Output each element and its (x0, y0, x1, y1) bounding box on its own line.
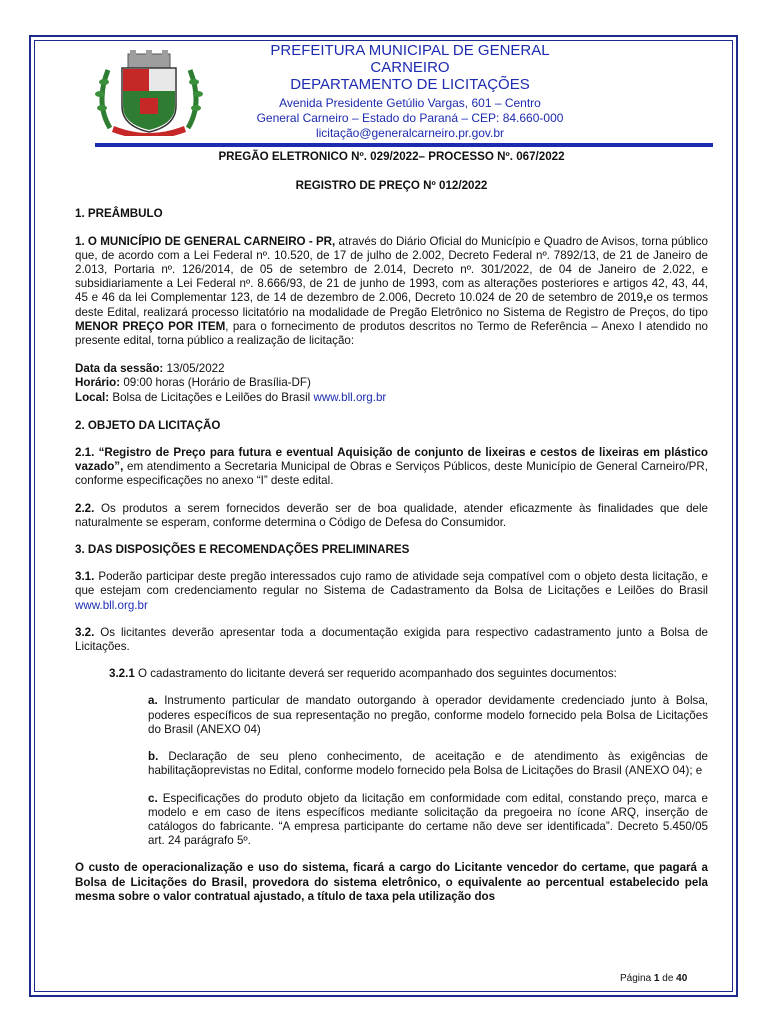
clause-2-2-bold: 2.2. (75, 501, 95, 515)
clause-3-2 (75, 626, 708, 654)
clause-3-2-1-text: O cadastramento do licitante deverá ser requerido acompanhado dos seguintes documentos: (134, 667, 617, 681)
session-location (75, 391, 708, 405)
clause-2-2-text: Os produtos a serem fornecidos deverão ser de boa qualidade, atender eficazmente às finalidades que dele naturalmente se esperam, conforme determina o Código de Defesa do Consumidor. (75, 501, 708, 529)
bll-link[interactable]: www.bll.org.br (313, 390, 387, 404)
section-3-title: 3. DAS DISPOSIÇÕES E RECOMENDAÇÕES PRELIMINARES (75, 543, 410, 557)
coat-of-arms-logo (90, 48, 208, 136)
email-line: licitação@generalcarneiro.pr.gov.br (315, 126, 505, 140)
clause-3-1-bold: 3.1. (75, 570, 95, 584)
clause-2-1-text: em atendimento a Secretaria Municipal de Obras e Serviços Públicos, deste Município de General Carneiro/PR, conforme especificações no anexo “I” deste edital. (75, 460, 708, 488)
clause-3-1 (75, 570, 708, 613)
header-divider (95, 143, 713, 147)
registro-heading: REGISTRO DE PREÇO Nº 012/2022 (295, 179, 488, 193)
bll-link-2[interactable]: www.bll.org.br (75, 598, 148, 612)
preamble-text-b: e os termos deste Edital, realizará processo licitatório na modalidade de Pregão Eletrônico no Sistema de Registro de Preços, do tipo (75, 291, 708, 319)
session-date (75, 362, 708, 376)
item-a (75, 694, 708, 737)
clause-3-2-text: Os licitantes deverão apresentar toda a documentação exigida para respectivo cadastramento junto a Bolsa de Licitações. (75, 625, 708, 654)
page-of: de (659, 973, 677, 984)
session-date-value: 13/05/2022 (163, 362, 225, 376)
clause-3-2-1 (75, 667, 708, 681)
item-a-bold: a. (148, 694, 158, 708)
city-line: General Carneiro – Estado do Paraná – CEP: 84.660-000 (256, 111, 564, 125)
session-time-value: 09:00 horas (Horário de Brasília-DF) (120, 376, 311, 390)
section-1-title: 1. PREÂMBULO (75, 207, 163, 221)
clause-3-2-1-bold: 3.2.1 (109, 667, 135, 681)
clause-2-2 (75, 502, 708, 530)
clause-3-2-bold: 3.2. (75, 625, 95, 639)
page-prefix: Página (620, 973, 654, 984)
preamble-text-a: através do Diário Oficial do Município e Quadro de Avisos, torna público que, de acordo com a Lei Federal nº. 10.520, de 17 de julho de 2.002, Decreto Federal nº. 7892/13, de 21 de Janeiro de 2.013, Portaria nº. 126/2014, de 05 de setembro de 2.014, Decreto nº. 301/2022, de 04 de Janeiro de 2.022, e subsidiariamente a Lei Federal nº. 8.666/93, de 21 de junho de 1993, com as alterações posteriores e artigos 42, 43, 44, 45 e 46 da lei Complementar 123, de 14 de dezembro de 2.006, Decreto 10.024 de 20 de setembro de 2019 (75, 234, 708, 305)
item-a-text: Instrumento particular de mandato outorgando à operador devidamente credenciado junto à Bolsa, poderes específicos de sua representação no pregão, conforme modelo fornecido pela Bolsa de Licitações do Brasil (ANEXO 04) (148, 694, 708, 736)
preamble-text-c: , para o fornecimento de produtos descritos no Termo de Referência – Anexo I atendido no presente edital, torna público a realização de licitação: (75, 319, 708, 348)
letterhead (230, 42, 590, 141)
item-b (75, 750, 708, 778)
department-title: DEPARTAMENTO DE LICITAÇÕES (290, 76, 530, 93)
item-c-bold: c. (148, 791, 158, 805)
clause-2-1 (75, 446, 708, 489)
page-current: 1 (653, 973, 660, 984)
pregao-heading: PREGÃO ELETRONICO Nº. 029/2022– PROCESSO Nº. 067/2022 (218, 150, 565, 163)
clause-2-1-bold: 2.1. “Registro de Preço para futura e eventual Aquisição de conjunto de lixeiras e cestos de lixeiras em plástico vazado”, (75, 446, 708, 474)
session-date-label: Data da sessão: (75, 362, 164, 376)
address-line: Avenida Presidente Getúlio Vargas, 601 – Centro (279, 96, 541, 110)
session-time-label: Horário: (75, 376, 121, 390)
section-2-title: 2. OBJETO DA LICITAÇÃO (75, 418, 221, 432)
item-c (75, 792, 708, 849)
preamble-paragraph (75, 235, 708, 349)
preamble-bold-type: MENOR PREÇO POR ITEM (75, 319, 226, 333)
session-time (75, 376, 708, 390)
item-b-bold: b. (148, 750, 159, 764)
preamble-comma: , (643, 291, 647, 305)
session-location-label: Local: (75, 390, 110, 404)
system-cost-paragraph: O custo de operacionalização e uso do sistema, ficará a cargo do Licitante vencedor do certame, que pagará a Bolsa de Licitações do Brasil, provedora do sistema eletrônico, o equivalente ao percentual estabelecido pela mesma sobre o valor contratual ajustado, a título de taxa pela utilização dos (75, 861, 708, 903)
preamble-bold: 1. O MUNICÍPIO DE GENERAL CARNEIRO - PR, (75, 234, 336, 248)
document-body (75, 150, 708, 904)
session-location-value: Bolsa de Licitações e Leilões do Brasil (109, 390, 314, 404)
page-total: 40 (676, 973, 688, 984)
page-number (620, 973, 687, 984)
clause-3-1-text: Poderão participar deste pregão interessados cujo ramo de atividade seja compatível com o objeto desta licitação, e que estejam com credenciamento regular no Sistema de Cadastramento da Bolsa de Licitações e Leilões do Brasil (75, 570, 708, 598)
item-b-text: Declaração de seu pleno conhecimento, de aceitação e de atendimento às exigências de habilitaçãoprevistas no Edital, conforme modelo fornecido pela Bolsa de Licitações do Brasil (ANEXO 04); e (148, 750, 708, 778)
municipality-title: PREFEITURA MUNICIPAL DE GENERAL CARNEIRO (270, 42, 550, 76)
item-c-text: Especificações do produto objeto da licitação em conformidade com edital, constando preço, marca e modelo e em caso de itens específicos mediante solicitação da pregoeira no ícone ARQ, inserção de catálogos do fabricante. “A empresa participante do certame não deve ser identificada”. Decreto 5.450/05 art. 24 parágrafo 5º. (148, 791, 708, 848)
